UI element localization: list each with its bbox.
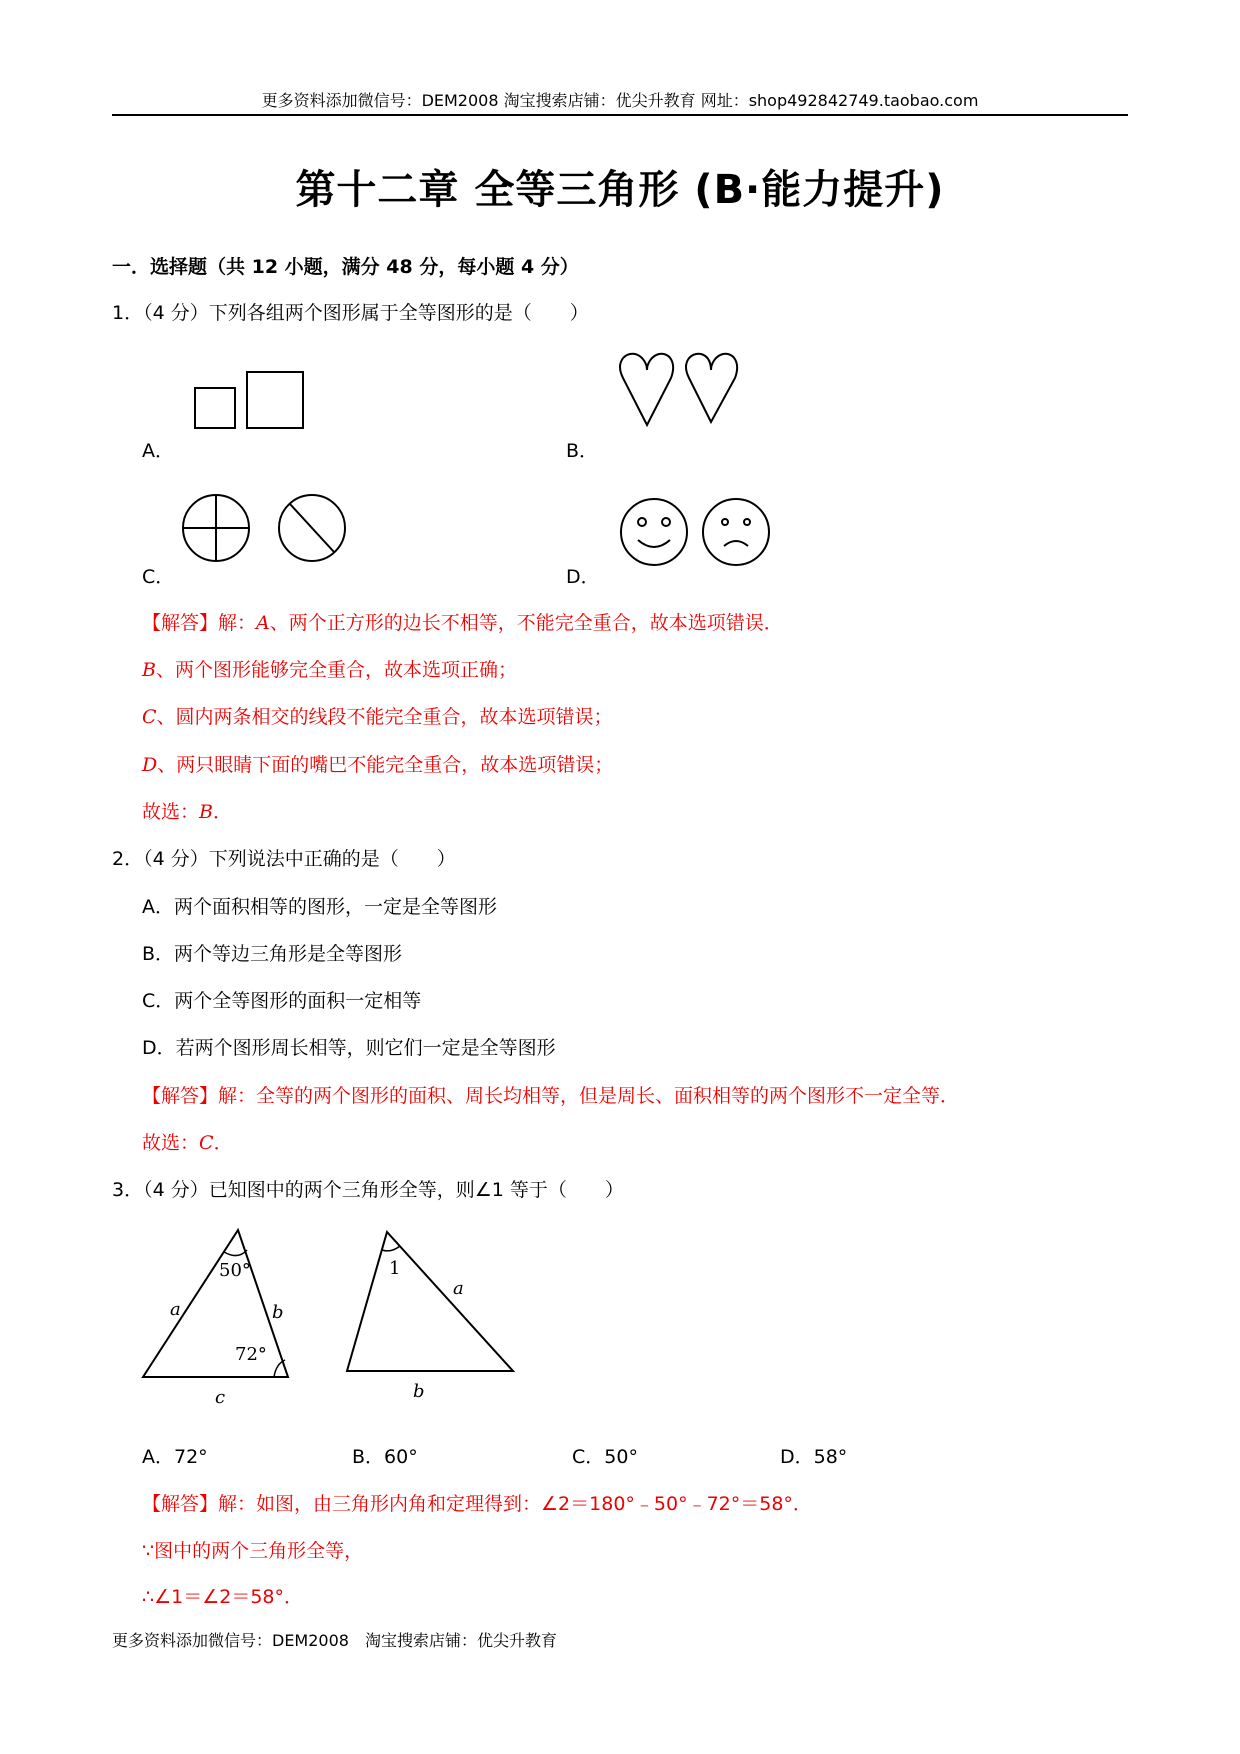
side-b-label: b <box>272 1302 284 1323</box>
q1-option-c-label: C． <box>142 566 175 588</box>
q2-choice: 故选：C． <box>142 1132 233 1154</box>
q2-option-b: B．两个等边三角形是全等图形 <box>142 943 403 965</box>
q2-option-c: C．两个全等图形的面积一定相等 <box>142 990 422 1012</box>
angle-1-label: 1 <box>389 1258 401 1279</box>
side-a-label: a <box>170 1299 181 1320</box>
q2-stem: 2．（4 分）下列说法中正确的是（ ） <box>112 848 456 870</box>
q3-answer: 【解答】解：如图，由三角形内角和定理得到：∠2＝180°﹣50°﹣72°＝58°． <box>142 1493 812 1515</box>
q3-option-c: C．50° <box>572 1446 638 1468</box>
side2-b-label: b <box>413 1381 425 1402</box>
q3-answer-line-2: ∵图中的两个三角形全等， <box>142 1540 364 1562</box>
page-title: 第十二章 全等三角形 (B·能力提升) <box>295 167 945 213</box>
q1-option-a-figure <box>190 368 310 436</box>
q3-triangles-figure <box>135 1220 535 1410</box>
q1-answer-line-1: 【解答】解：A、两个正方形的边长不相等，不能完全重合，故本选项错误． <box>142 612 783 634</box>
q1-option-a-label: A． <box>142 440 174 462</box>
q3-option-a: A．72° <box>142 1446 208 1468</box>
q3-option-b: B．60° <box>352 1446 418 1468</box>
q2-option-a: A．两个面积相等的图形，一定是全等图形 <box>142 896 497 918</box>
page-header: 更多资料添加微信号：DEM2008 淘宝搜索店铺：优尖升教育 网址：shop492842749.taobao.com <box>261 91 979 110</box>
side2-a-label: a <box>453 1278 464 1299</box>
q3-option-d: D．58° <box>780 1446 848 1468</box>
section-heading: 一．选择题（共 12 小题，满分 48 分，每小题 4 分） <box>112 256 579 278</box>
q1-option-d-label: D． <box>566 566 600 588</box>
q2-answer: 【解答】解：全等的两个图形的面积、周长均相等，但是周长、面积相等的两个图形不一定全等． <box>142 1085 960 1107</box>
q1-option-d-figure <box>618 494 778 574</box>
side-c-label: c <box>215 1387 226 1408</box>
q2-option-d: D．若两个图形周长相等，则它们一定是全等图形 <box>142 1037 556 1059</box>
angle-50-label: 50° <box>219 1260 251 1281</box>
q1-answer-line-2: B、两个图形能够完全重合，故本选项正确； <box>142 659 517 681</box>
q3-stem: 3．（4 分）已知图中的两个三角形全等，则∠1 等于（ ） <box>112 1179 624 1201</box>
q1-stem: 1．（4 分）下列各组两个图形属于全等图形的是（ ） <box>112 302 589 324</box>
page-footer: 更多资料添加微信号：DEM2008 淘宝搜索店铺：优尖升教育 <box>112 1631 557 1650</box>
header-rule <box>112 114 1128 116</box>
q1-option-c-figure <box>178 490 353 570</box>
q1-answer-line-3: C、圆内两条相交的线段不能完全重合，故本选项错误； <box>142 706 613 728</box>
q1-option-b-label: B． <box>566 440 599 462</box>
q1-choice: 故选：B． <box>142 801 232 823</box>
angle-72-label: 72° <box>235 1344 267 1365</box>
q1-option-b-figure <box>615 350 745 430</box>
q3-answer-line-3: ∴∠1＝∠2＝58°． <box>142 1586 304 1608</box>
q1-answer-line-4: D、两只眼睛下面的嘴巴不能完全重合，故本选项错误； <box>142 754 614 776</box>
